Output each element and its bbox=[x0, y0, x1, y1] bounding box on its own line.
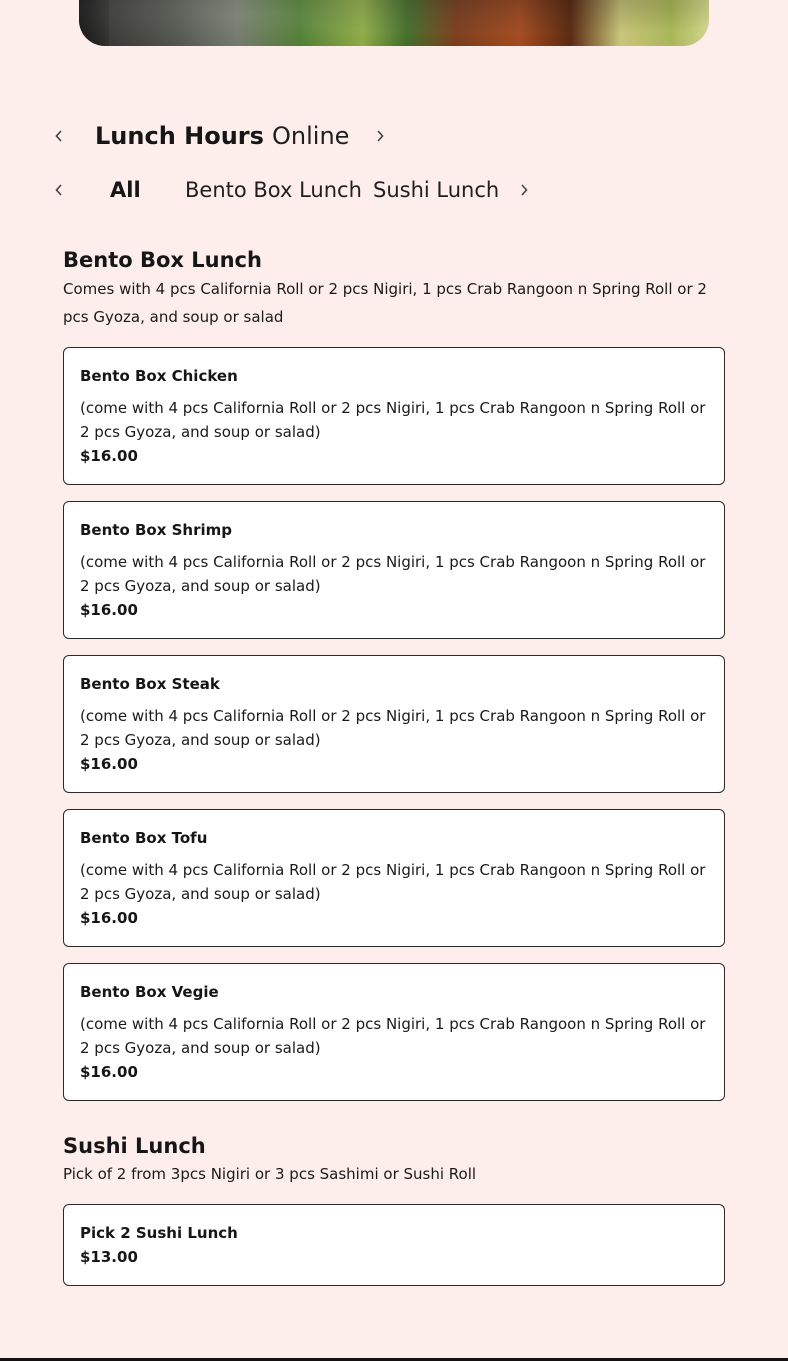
menu-item-card[interactable] bbox=[63, 501, 725, 639]
menu-item-description: (come with 4 pcs California Roll or 2 pcs Nigiri, 1 pcs Crab Rangoon n Spring Roll or 2 pcs Gyoza, and soup or salad) bbox=[80, 1015, 706, 1057]
menu-tabs-next-button[interactable] bbox=[370, 126, 390, 146]
menu-item-price: $16.00 bbox=[80, 447, 138, 465]
menu-item-name: Bento Box Shrimp bbox=[80, 521, 233, 539]
chevron-left-icon bbox=[54, 183, 64, 197]
menu-item-description: (come with 4 pcs California Roll or 2 pcs Nigiri, 1 pcs Crab Rangoon n Spring Roll or 2 pcs Gyoza, and soup or salad) bbox=[80, 861, 706, 903]
menu-item-name: Pick 2 Sushi Lunch bbox=[80, 1224, 238, 1242]
menu-item-card[interactable] bbox=[63, 655, 725, 793]
section-description-bento-box-lunch: Comes with 4 pcs California Roll or 2 pcs Nigiri, 1 pcs Crab Rangoon n Spring Roll or 2 pcs Gyoza, and soup or salad bbox=[63, 280, 707, 326]
menu-item-price: $16.00 bbox=[80, 601, 138, 619]
chevron-right-icon bbox=[519, 183, 529, 197]
menu-item-price: $13.00 bbox=[80, 1248, 138, 1266]
tab-lunch-hours[interactable]: Lunch Hours bbox=[95, 122, 264, 150]
menu-item-price: $16.00 bbox=[80, 1063, 138, 1081]
tab-category-bento-box-lunch[interactable]: Bento Box Lunch bbox=[185, 178, 362, 202]
menu-tabs-prev-button[interactable] bbox=[49, 126, 69, 146]
menu-item-name: Bento Box Vegie bbox=[80, 983, 219, 1001]
chevron-left-icon bbox=[54, 129, 64, 143]
menu-item-card[interactable] bbox=[63, 347, 725, 485]
hero-image-shade bbox=[79, 0, 709, 46]
section-description-sushi-lunch: Pick of 2 from 3pcs Nigiri or 3 pcs Sashimi or Sushi Roll bbox=[63, 1165, 477, 1183]
menu-item-name: Bento Box Tofu bbox=[80, 829, 208, 847]
section-title-sushi-lunch: Sushi Lunch bbox=[63, 1134, 206, 1158]
menu-item-card[interactable] bbox=[63, 1204, 725, 1286]
menu-item-price: $16.00 bbox=[80, 909, 138, 927]
menu-item-description: (come with 4 pcs California Roll or 2 pcs Nigiri, 1 pcs Crab Rangoon n Spring Roll or 2 pcs Gyoza, and soup or salad) bbox=[80, 399, 706, 441]
hero-food-image bbox=[79, 0, 709, 46]
menu-item-description: (come with 4 pcs California Roll or 2 pcs Nigiri, 1 pcs Crab Rangoon n Spring Roll or 2 pcs Gyoza, and soup or salad) bbox=[80, 553, 706, 595]
chevron-right-icon bbox=[375, 129, 385, 143]
tab-category-all[interactable]: All bbox=[110, 178, 141, 202]
category-tabs-prev-button[interactable] bbox=[49, 180, 69, 200]
menu-item-name: Bento Box Chicken bbox=[80, 367, 238, 385]
category-tabs-next-button[interactable] bbox=[514, 180, 534, 200]
menu-item-card[interactable] bbox=[63, 809, 725, 947]
menu-item-price: $16.00 bbox=[80, 755, 138, 773]
menu-item-name: Bento Box Steak bbox=[80, 675, 220, 693]
tab-online[interactable]: Online bbox=[272, 122, 350, 150]
tab-category-sushi-lunch[interactable]: Sushi Lunch bbox=[373, 178, 500, 202]
section-title-bento-box-lunch: Bento Box Lunch bbox=[63, 248, 262, 272]
menu-item-description: (come with 4 pcs California Roll or 2 pcs Nigiri, 1 pcs Crab Rangoon n Spring Roll or 2 pcs Gyoza, and soup or salad) bbox=[80, 707, 706, 749]
menu-item-card[interactable] bbox=[63, 963, 725, 1101]
